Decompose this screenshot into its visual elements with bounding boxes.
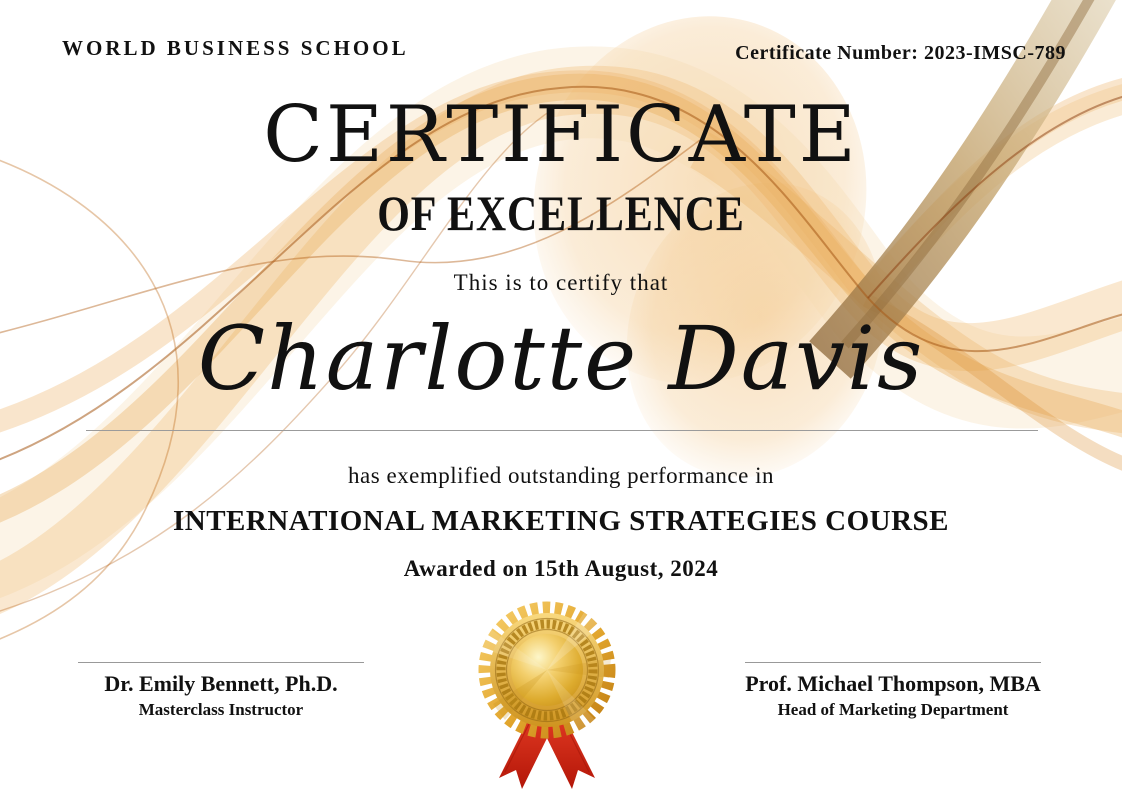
signature-line-left	[78, 662, 364, 663]
performance-text: has exemplified outstanding performance in	[348, 463, 774, 488]
course-name: INTERNATIONAL MARKETING STRATEGIES COURSE	[172, 505, 949, 537]
signature-block-left	[78, 662, 364, 720]
signature-block-right	[745, 662, 1041, 720]
certificate-subtitle: OF EXCELLENCE	[377, 185, 745, 241]
signatory-role-left: Masterclass Instructor	[138, 700, 304, 719]
gold-medal-icon	[459, 586, 635, 793]
signature-line-right	[745, 662, 1041, 663]
recipient-name: Charlotte Davis	[197, 307, 925, 410]
award-date: Awarded on 15th August, 2024	[403, 556, 719, 581]
signatory-name-right: Prof. Michael Thompson, MBA	[745, 671, 1041, 696]
certificate-title: CERTIFICATE	[263, 90, 859, 180]
certify-text: This is to certify that	[453, 270, 669, 295]
recipient-underline	[86, 430, 1038, 431]
signatory-role-right: Head of Marketing Department	[777, 700, 1009, 719]
issuer-name: WORLD BUSINESS SCHOOL	[62, 36, 409, 60]
certificate-number: Certificate Number: 2023-IMSC-789	[735, 42, 1066, 64]
signatory-name-left: Dr. Emily Bennett, Ph.D.	[104, 671, 338, 696]
